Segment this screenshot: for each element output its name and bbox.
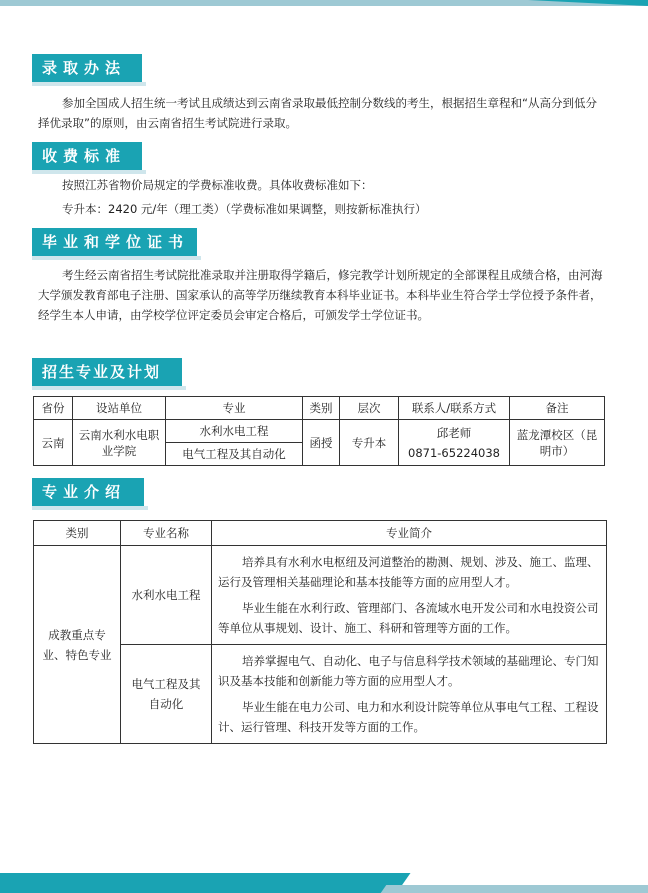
plan-table-header [34,397,605,420]
contact-name: 邱老师 [436,425,472,440]
plan-cell-province: 云南 [34,420,73,466]
plan-row [34,420,605,443]
intro-major-desc-1 [212,546,607,645]
fees-line-1: 按照江苏省物价局规定的学费标准收费。具体收费标准如下： [62,178,373,192]
plan-cell-level: 专升本 [340,420,399,466]
plan-cell-unit: 云南水利水电职业学院 [73,420,166,466]
intro-major-2-p1: 培养掌握电气、自动化、电子与信息科学技术领域的基础理论、专门知识及基本技能和创新能力等方面的应用型人才。 [218,654,599,688]
intro-table-header [34,521,607,546]
section-title-intro: 专业介绍 [32,478,144,506]
intro-header-desc: 专业简介 [212,521,607,546]
plan-header-unit: 设站单位 [73,397,166,420]
plan-cell-contact [399,420,510,466]
plan-header-major: 专业 [166,397,303,420]
section-title-fees: 收费标准 [32,142,142,170]
section-title-graduation: 毕业和学位证书 [32,228,197,256]
intro-table [33,520,607,744]
section-title-plan: 招生专业及计划 [32,358,182,386]
plan-header-category: 类别 [303,397,340,420]
fees-line-2: 专升本：2420 元/年（理工类）（学费标准如果调整，则按新标准执行） [62,202,427,216]
plan-table [33,396,605,466]
bottom-decor-stripe [0,853,648,893]
plan-header-level: 层次 [340,397,399,420]
plan-cell-note: 蓝龙潭校区（昆明市） [510,420,605,466]
contact-phone: 0871-65224038 [408,445,500,460]
top-decor-stripe [528,0,648,6]
intro-major-desc-2 [212,645,607,744]
intro-cell-category: 成教重点专业、特色专业 [34,546,121,744]
intro-major-name-1: 水利水电工程 [121,546,212,645]
plan-header-note: 备注 [510,397,605,420]
intro-major-1-p1: 培养具有水利水电枢纽及河道整治的勘测、规划、涉及、施工、监理、运行及管理相关基础理论和基本技能等方面的应用型人才。 [218,555,599,589]
plan-header-contact: 联系人/联系方式 [399,397,510,420]
intro-major-name-2: 电气工程及其自动化 [121,645,212,744]
graduation-text: 考生经云南省招生考试院批准录取并注册取得学籍后，修完教学计划所规定的全部课程且成绩合格，由河海大学颁发教育部电子注册、国家承认的高等学历继续教育本科毕业证书。本科毕业生符合学士学位授予条件者，经学生本人申请，由学校学位评定委员会审定合格后，可颁发学士学位证书。 [38,268,603,322]
intro-row-1 [34,546,607,645]
plan-cell-major-2: 电气工程及其自动化 [166,443,303,466]
plan-header-province: 省份 [34,397,73,420]
section-title-admission: 录取办法 [32,54,142,82]
intro-header-category: 类别 [34,521,121,546]
intro-header-major: 专业名称 [121,521,212,546]
plan-cell-major-1: 水利水电工程 [166,420,303,443]
plan-cell-category: 函授 [303,420,340,466]
intro-major-2-p2: 毕业生能在电力公司、电力和水利设计院等单位从事电气工程、工程设计、运行管理、科技开发等方面的工作。 [218,700,599,734]
admission-text: 参加全国成人招生统一考试且成绩达到云南省录取最低控制分数线的考生，根据招生章程和“从高分到低分择优录取”的原则，由云南省招生考试院进行录取。 [38,96,597,130]
intro-major-1-p2: 毕业生能在水利行政、管理部门、各流域水电开发公司和水电投资公司等单位从事规划、设计、施工、科研和管理等方面的工作。 [218,601,599,635]
